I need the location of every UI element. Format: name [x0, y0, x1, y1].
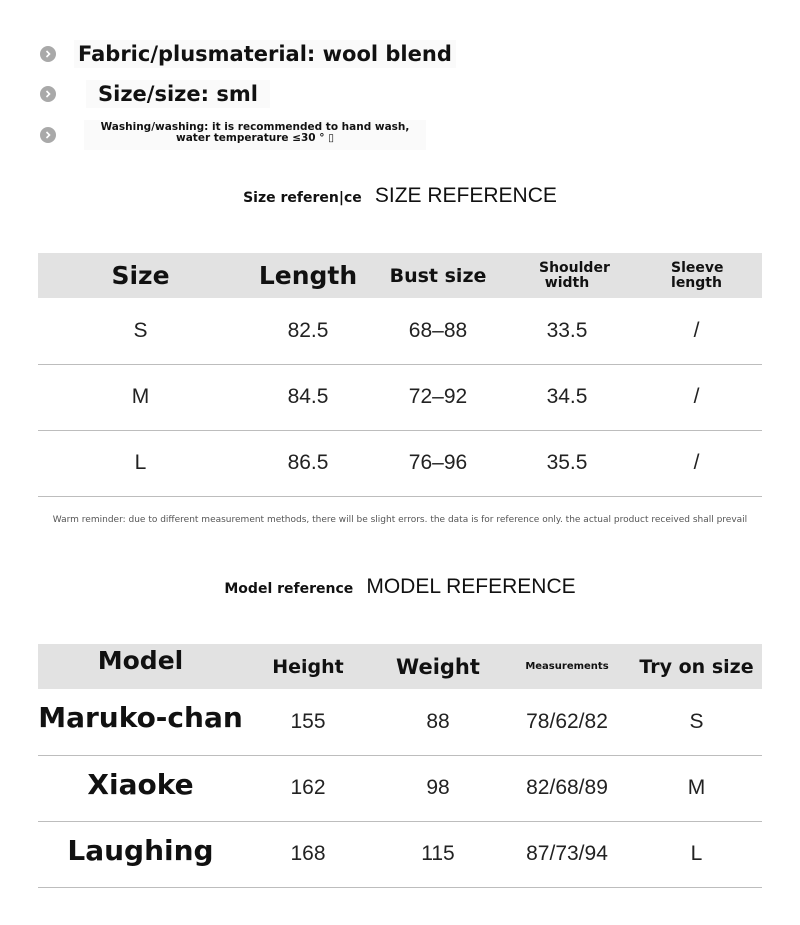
- cell-shoulder: 33.5: [546, 318, 588, 342]
- header-model: Model: [97, 646, 184, 675]
- chevron-right-icon: [40, 127, 56, 143]
- cell-sleeve: /: [693, 385, 700, 408]
- spec-washing: [40, 120, 426, 150]
- cell-sleeve: /: [693, 451, 700, 474]
- cell-measurements: 78/62/82: [526, 709, 608, 733]
- size-reference-title: [0, 184, 800, 208]
- header-shoulder-width: Shoulder width: [539, 259, 610, 291]
- cell-length: 86.5: [287, 451, 329, 474]
- cell-height: 155: [290, 709, 326, 733]
- header-sleeve-length: Sleeve length: [671, 259, 724, 291]
- chevron-right-icon: [40, 46, 56, 62]
- spec-size-text: Size/size: sml: [86, 80, 270, 108]
- spec-washing-text: Washing/washing: it is recommended to hand wash, water temperature ≤30 ° ▯: [84, 120, 426, 150]
- table-row: [38, 298, 762, 364]
- table-row: [38, 821, 762, 887]
- cell-weight: 115: [421, 842, 455, 865]
- cell-try-on-size: L: [690, 842, 703, 865]
- header-measurements: Measurements: [525, 661, 609, 672]
- cell-measurements: 87/73/94: [526, 842, 608, 865]
- table-row: [38, 430, 762, 496]
- table-row: [38, 689, 762, 755]
- cell-shoulder: 34.5: [546, 385, 588, 408]
- size-table: [38, 253, 762, 497]
- model-table-header: [38, 644, 762, 689]
- cell-try-on-size: S: [689, 709, 704, 733]
- header-size: Size: [111, 261, 170, 290]
- spec-size: [40, 80, 270, 108]
- spec-fabric: [40, 40, 456, 68]
- cell-height: 168: [290, 842, 326, 865]
- cell-measurements: 82/68/89: [526, 776, 608, 799]
- chevron-right-icon: [40, 86, 56, 102]
- model-reference-title-cn: Model reference: [224, 581, 354, 597]
- model-reference-title: [0, 575, 800, 599]
- header-try-on-size: Try on size: [639, 655, 754, 678]
- size-table-header: [38, 253, 762, 298]
- cell-size: M: [131, 385, 150, 408]
- header-height: Height: [272, 655, 344, 678]
- header-weight: Weight: [396, 654, 480, 679]
- cell-bust: 72–92: [408, 385, 468, 408]
- size-reference-title-en: SIZE REFERENCE: [374, 184, 557, 207]
- model-table: [38, 644, 762, 888]
- cell-size: S: [133, 318, 148, 342]
- cell-shoulder: 35.5: [546, 451, 588, 474]
- header-length: Length: [258, 261, 358, 290]
- cell-size: L: [134, 451, 147, 474]
- size-reference-title-cn: Size referen|ce: [243, 190, 362, 206]
- cell-weight: 88: [426, 709, 450, 733]
- cell-weight: 98: [426, 776, 450, 799]
- cell-sleeve: /: [693, 318, 700, 342]
- spec-fabric-text: Fabric/plusmaterial: wool blend: [74, 40, 456, 68]
- warm-reminder: Warm reminder: due to different measurement methods, there will be slight errors. the data is for reference only. the actual product received shall prevail: [52, 515, 748, 525]
- cell-bust: 76–96: [408, 451, 468, 474]
- cell-try-on-size: M: [687, 776, 706, 799]
- table-row: [38, 364, 762, 430]
- cell-height: 162: [290, 776, 326, 799]
- cell-bust: 68–88: [408, 318, 468, 342]
- cell-length: 84.5: [287, 385, 329, 408]
- table-row: [38, 755, 762, 821]
- model-reference-title-en: MODEL REFERENCE: [366, 575, 576, 598]
- header-bust-size: Bust size: [389, 264, 487, 287]
- cell-model-name: Xiaoke: [87, 767, 194, 801]
- cell-model-name: Maruko-chan: [38, 701, 243, 734]
- cell-model-name: Laughing: [67, 833, 214, 867]
- cell-length: 82.5: [287, 318, 329, 342]
